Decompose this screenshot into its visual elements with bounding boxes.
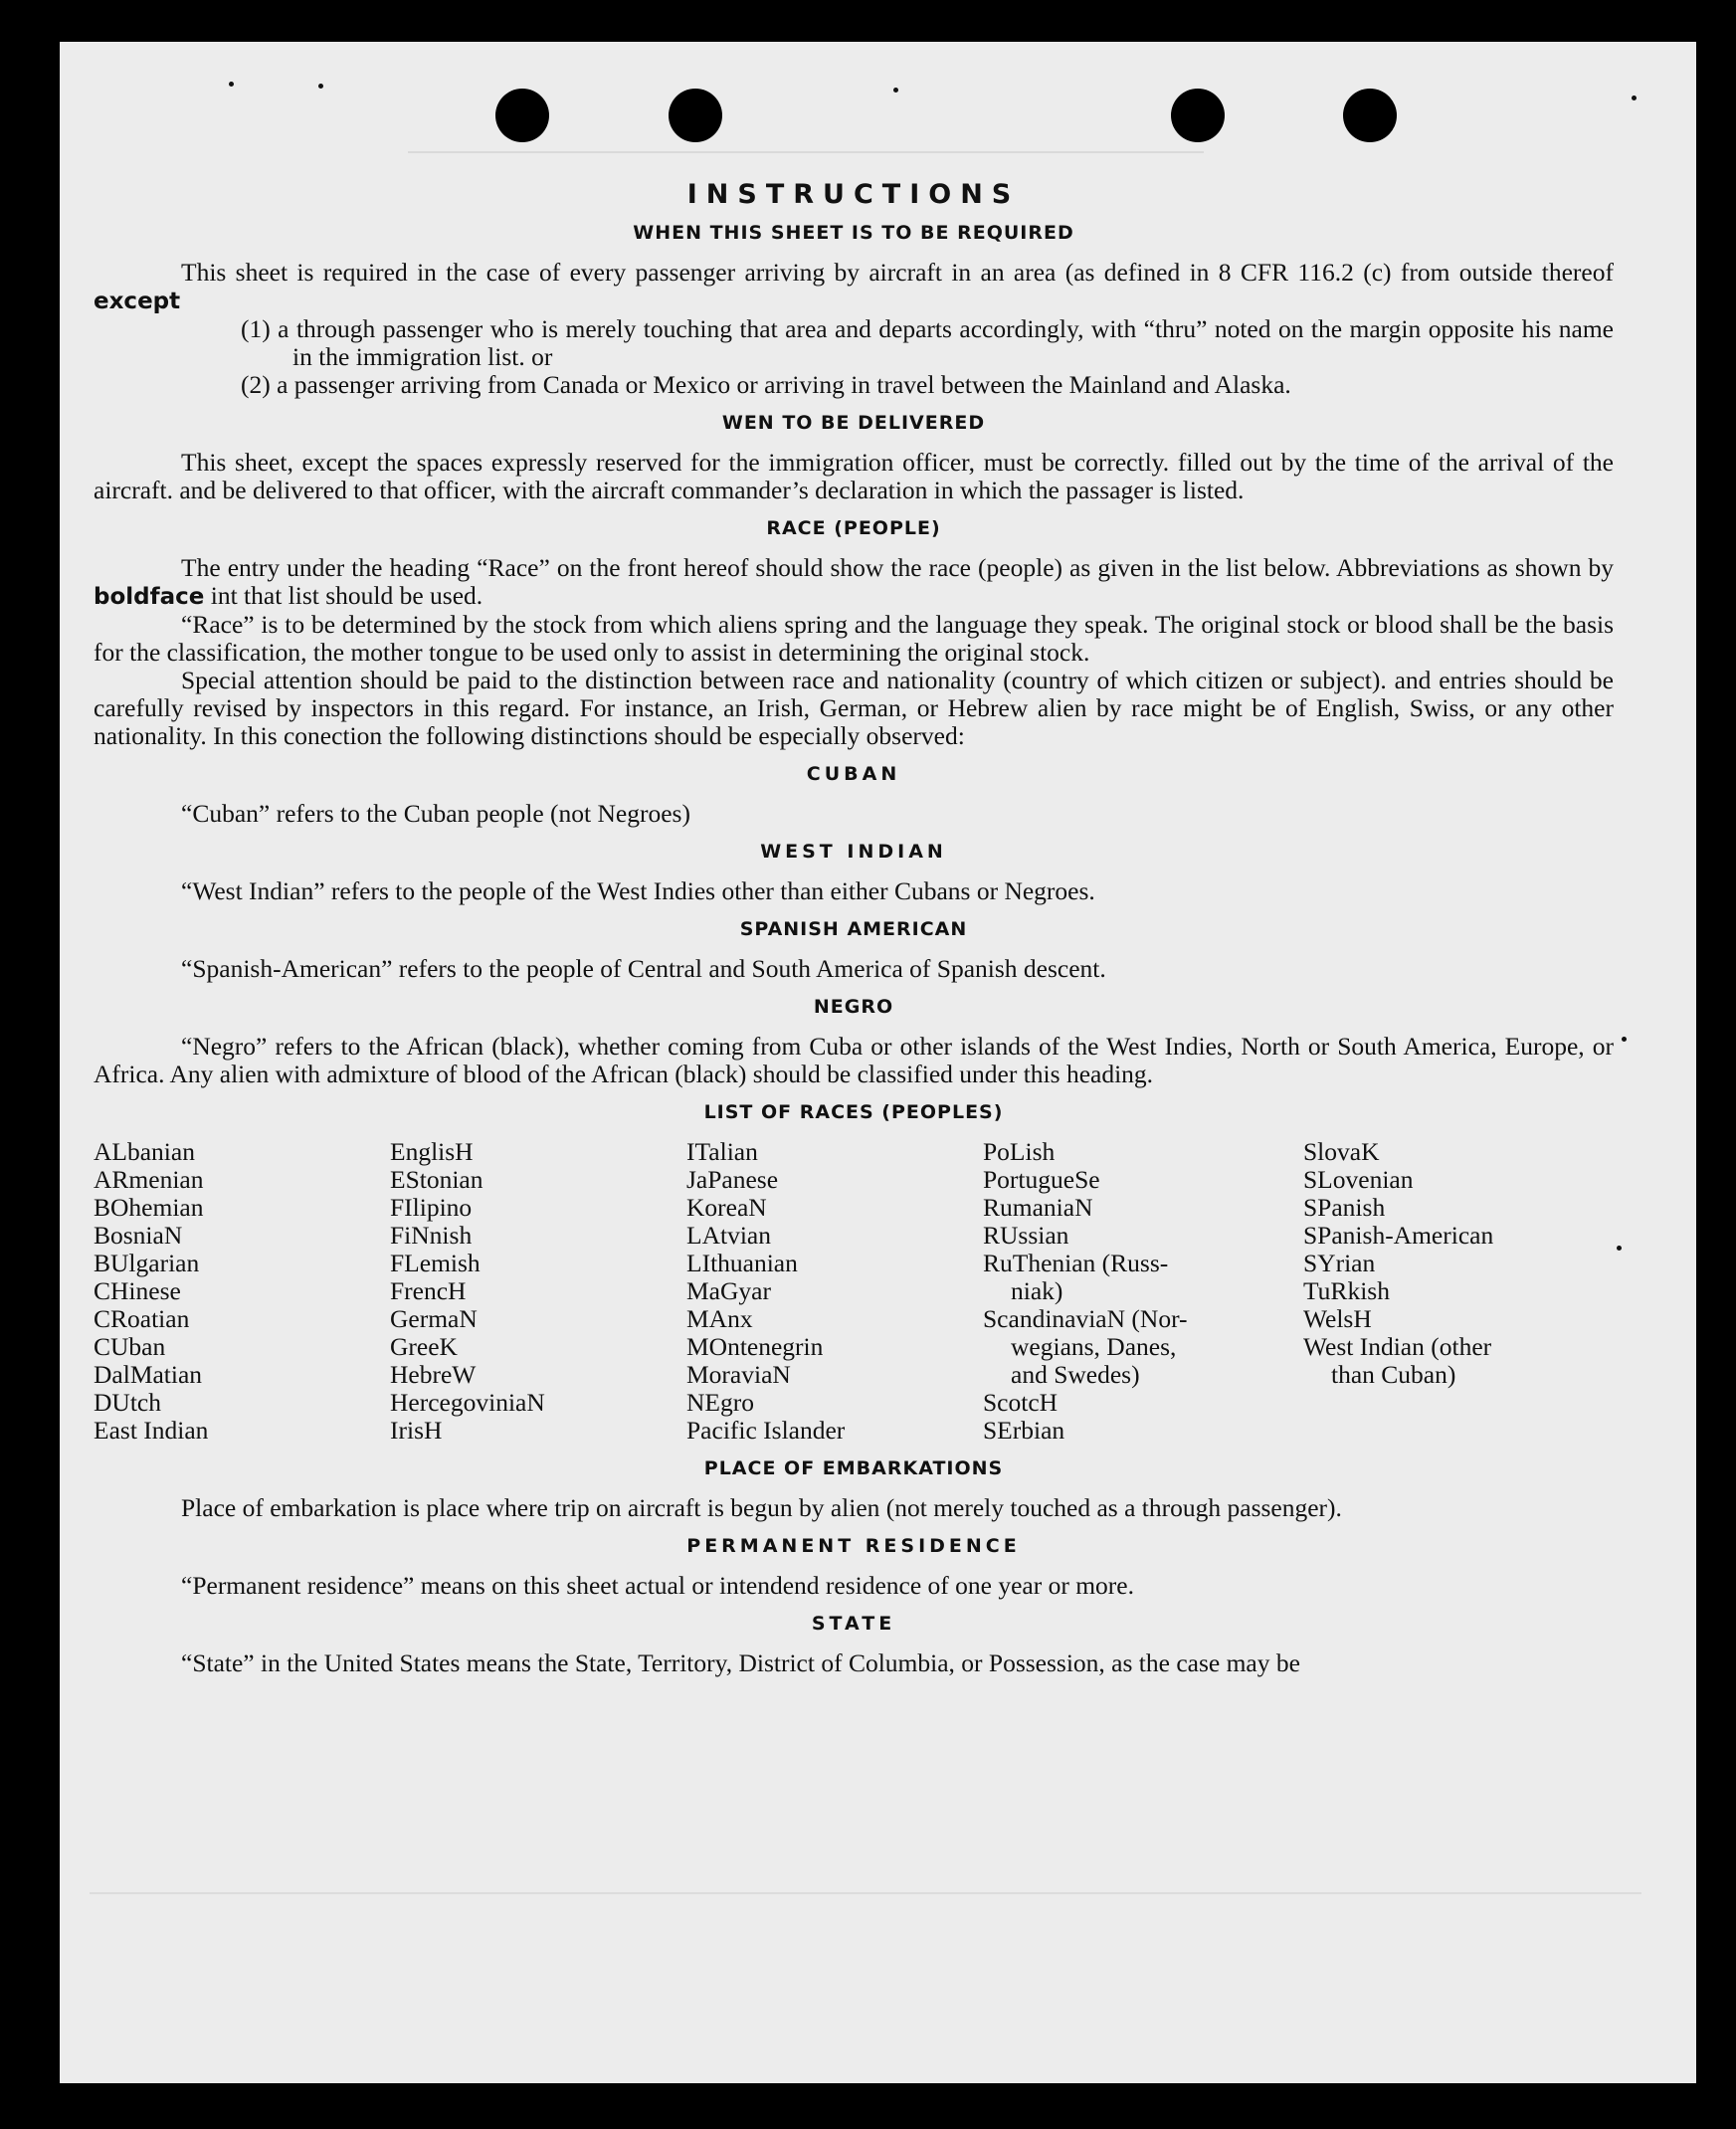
race-list-item: EStonian — [390, 1165, 483, 1194]
race-list — [94, 1138, 1614, 1445]
race-column — [390, 1138, 686, 1445]
race-list-item: and Swedes) — [1011, 1360, 1140, 1389]
heading-state: STATE — [811, 1613, 896, 1635]
race-list-item: SYrian — [1303, 1249, 1376, 1277]
race-list-item: JaPanese — [686, 1165, 779, 1194]
boldface-word: boldface — [94, 584, 205, 610]
instructions-content — [94, 181, 1614, 1677]
race-list-item: DUtch — [94, 1388, 161, 1417]
race-list-item: SPanish — [1303, 1193, 1386, 1222]
speck — [229, 82, 234, 87]
race-list-item: GermaN — [390, 1304, 478, 1333]
race-list-item: NEgro — [686, 1388, 754, 1417]
race-list-item: wegians, Danes, — [1011, 1332, 1177, 1361]
punch-hole — [495, 89, 549, 142]
permanent-residence-text: “Permanent residence” means on this sheet actual or intendend residence of one year or more. — [181, 1571, 1134, 1600]
cuban-text: “Cuban” refers to the Cuban people (not Negroes) — [181, 799, 690, 828]
race-list-item: LAtvian — [686, 1221, 771, 1250]
race-column — [686, 1138, 983, 1445]
heading-when-delivered: WEN TO BE DELIVERED — [721, 412, 986, 434]
race-list-item: MaGyar — [686, 1276, 771, 1305]
race-list-item: CRoatian — [94, 1304, 190, 1333]
race-list-item: than Cuban) — [1331, 1360, 1456, 1389]
race-list-item: FIlipino — [390, 1193, 473, 1222]
heading-race: RACE (PEOPLE) — [766, 517, 941, 539]
race-paragraph-3: Special attention should be paid to the distinction between race and nationality (country of which citizen or subject). and entries should be carefully revised by inspectors in this regard. For instance, an Irish, German, or Hebrew alien by race might be of English, Swiss, or any other nationality. In this conection the following distinctions should be especially observed: — [94, 666, 1614, 750]
race-list-item: ScandinaviaN (Nor- — [983, 1304, 1188, 1333]
race-paragraph-2: “Race” is to be determined by the stock from which aliens spring and the language they speak. The original stock or blood shall be the basis for the classification, the mother tongue to be used only to assist in determining the original stock. — [94, 610, 1614, 667]
race-list-item: HebreW — [390, 1360, 477, 1389]
document-page — [60, 42, 1696, 2083]
race-list-item: RUssian — [983, 1221, 1069, 1250]
embarkation-text: Place of embarkation is place where trip on aircraft is begun by alien (not merely touched as a through passenger). — [181, 1493, 1342, 1522]
race-list-item: BUlgarian — [94, 1249, 200, 1277]
race-list-item: ITalian — [686, 1137, 758, 1166]
race-list-item: SErbian — [983, 1416, 1065, 1445]
heading-embarkation: PLACE OF EMBARKATIONS — [703, 1457, 1004, 1479]
speck — [1622, 1037, 1627, 1042]
race-list-item: KoreaN — [686, 1193, 767, 1222]
heading-negro: NEGRO — [813, 996, 894, 1018]
spanish-american-text: “Spanish-American” refers to the people of Central and South America of Spanish descent. — [181, 954, 1106, 983]
race-list-item: RuThenian (Russ- — [983, 1249, 1169, 1277]
heading-cuban: CUBAN — [806, 763, 901, 785]
bleed-through-line — [90, 1892, 1641, 1894]
race-list-item: FrencH — [390, 1276, 467, 1305]
race-list-item: MOntenegrin — [686, 1332, 824, 1361]
state-text: “State” in the United States means the State, Territory, District of Columbia, or Possession, as the case may be — [181, 1648, 1300, 1677]
race-list-item: TuRkish — [1303, 1276, 1390, 1305]
page-title: INSTRUCTIONS — [686, 179, 1021, 210]
race-list-item: HercegoviniaN — [390, 1388, 545, 1417]
race-list-item: PortugueSe — [983, 1165, 1100, 1194]
heading-when-required: WHEN THIS SHEET IS TO BE REQUIRED — [633, 222, 1074, 244]
when-delivered-text: This sheet, except the spaces expressly reserved for the immigration officer, must be correctly. filled out by the time of the arrival of the aircraft. and be delivered to that officer, with the aircraft commander’s declaration in which the passager is listed. — [94, 448, 1614, 504]
heading-permanent-residence: PERMANENT RESIDENCE — [686, 1535, 1021, 1557]
except-bold: except — [94, 289, 181, 314]
race-list-item: FiNnish — [390, 1221, 473, 1250]
race-list-item: LIthuanian — [686, 1249, 798, 1277]
race-list-item: SlovaK — [1303, 1137, 1380, 1166]
race-list-item: ALbanian — [94, 1137, 195, 1166]
race-list-item: GreeK — [390, 1332, 458, 1361]
race-list-item: niak) — [1011, 1276, 1063, 1305]
race-list-item: BosniaN — [94, 1221, 183, 1250]
race-list-item: EnglisH — [390, 1137, 474, 1166]
race-list-item: Pacific Islander — [686, 1416, 846, 1445]
race-paragraph-1: The entry under the heading “Race” on the front hereof should show the race (people) as given in the list below. Abbreviations as shown by boldface int that list should be used. — [94, 553, 1614, 610]
race-list-item: RumaniaN — [983, 1193, 1093, 1222]
race-column — [983, 1138, 1303, 1445]
race-list-item: SPanish-American — [1303, 1221, 1494, 1250]
negro-text: “Negro” refers to the African (black), whether coming from Cuba or other islands of the West Indies, North or South America, Europe, or Africa. Any alien with admixture of blood of the African (black) should be classified under this heading. — [94, 1032, 1614, 1088]
punch-hole — [669, 89, 722, 142]
speck — [893, 88, 898, 93]
race-column — [1303, 1138, 1602, 1445]
race-list-item: MAnx — [686, 1304, 753, 1333]
race-list-item: CUban — [94, 1332, 166, 1361]
speck — [1617, 1246, 1622, 1251]
race-list-item: BOhemian — [94, 1193, 204, 1222]
race-list-item: ScotcH — [983, 1388, 1059, 1417]
punch-hole — [1343, 89, 1397, 142]
speck — [318, 84, 323, 89]
race-column — [94, 1138, 390, 1445]
race-list-item: FLemish — [390, 1249, 481, 1277]
race-list-item: SLovenian — [1303, 1165, 1414, 1194]
speck — [1632, 96, 1637, 100]
heading-west-indian: WEST INDIAN — [760, 841, 947, 863]
when-required-item-1: (1) a through passenger who is merely touching that area and departs accordingly, with “thru” noted on the margin opposite his name in the immigration list. or — [241, 314, 1614, 371]
race-list-item: West Indian (other — [1303, 1332, 1492, 1361]
race-list-item: East Indian — [94, 1416, 209, 1445]
race-list-item: DalMatian — [94, 1360, 203, 1389]
race-list-item: IrisH — [390, 1416, 443, 1445]
race-list-item: PoLish — [983, 1137, 1056, 1166]
race-list-item: MoraviaN — [686, 1360, 791, 1389]
race-list-item: WelsH — [1303, 1304, 1372, 1333]
heading-list-of-races: LIST OF RACES (PEOPLES) — [703, 1101, 1004, 1123]
west-indian-text: “West Indian” refers to the people of the West Indies other than either Cubans or Negroes. — [181, 876, 1095, 905]
punch-hole — [1171, 89, 1225, 142]
heading-spanish-american: SPANISH AMERICAN — [739, 918, 968, 940]
race-list-item: CHinese — [94, 1276, 181, 1305]
when-required-intro: This sheet is required in the case of every passenger arriving by aircraft in an area (as defined in 8 CFR 116.2 (c) from outside thereof except — [94, 258, 1614, 314]
race-list-item: ARmenian — [94, 1165, 204, 1194]
bleed-through-line — [408, 151, 1204, 153]
when-required-item-2: (2) a passenger arriving from Canada or Mexico or arriving in travel between the Mainland and Alaska. — [241, 370, 1291, 399]
